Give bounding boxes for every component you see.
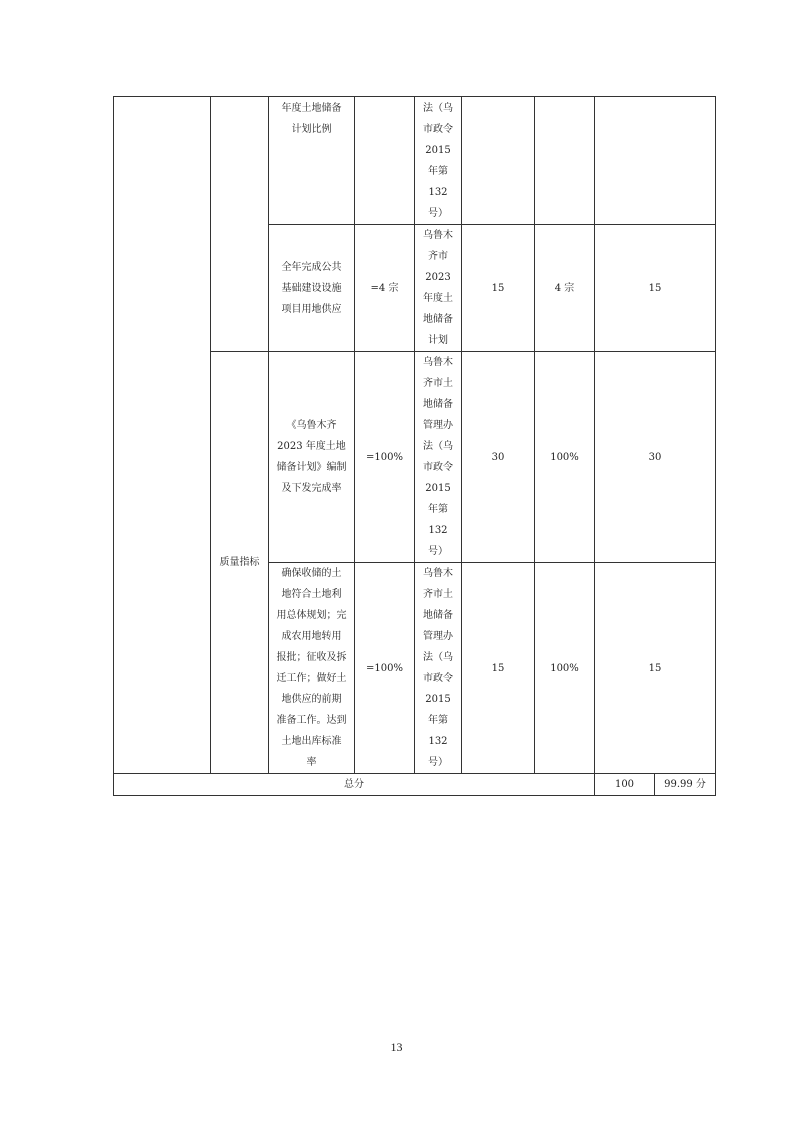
target-cell: =100% bbox=[355, 352, 415, 563]
table-row bbox=[114, 97, 716, 225]
indicator-cell: 年度土地储备 计划比例 bbox=[269, 97, 355, 225]
target-cell: =100% bbox=[355, 563, 415, 774]
actual-cell: 100% bbox=[535, 563, 595, 774]
basis-cell: 乌鲁木 齐市土 地储备 管理办 法（乌 市政令 2015 年第 132 号） bbox=[415, 563, 462, 774]
score-cell bbox=[595, 97, 716, 225]
target-cell bbox=[355, 97, 415, 225]
total-weight-cell: 100 bbox=[595, 774, 655, 796]
weight-cell: 15 bbox=[462, 563, 535, 774]
actual-cell: 100% bbox=[535, 352, 595, 563]
basis-cell: 乌鲁木 齐市土 地储备 管理办 法（乌 市政令 2015 年第 132 号） bbox=[415, 352, 462, 563]
score-cell: 30 bbox=[595, 352, 716, 563]
page-number: 13 bbox=[390, 1040, 403, 1054]
level2-cell bbox=[211, 97, 269, 352]
category-quality-cell: 质量指标 bbox=[211, 352, 269, 774]
indicator-cell: 确保收储的土 地符合土地利 用总体规划；完 成农用地转用 报批；征收及拆 迁工作；做好土 地供应的前期 准备工作。达到 土地出库标准 率 bbox=[269, 563, 355, 774]
target-cell: =4 宗 bbox=[355, 225, 415, 352]
weight-cell: 15 bbox=[462, 225, 535, 352]
total-row bbox=[114, 774, 716, 796]
actual-cell bbox=[535, 97, 595, 225]
basis-cell: 法（乌 市政令 2015 年第 132 号） bbox=[415, 97, 462, 225]
actual-cell: 4 宗 bbox=[535, 225, 595, 352]
weight-cell: 30 bbox=[462, 352, 535, 563]
indicator-cell: 全年完成公共 基础建设设施 项目用地供应 bbox=[269, 225, 355, 352]
level1-cell bbox=[114, 97, 211, 774]
score-cell: 15 bbox=[595, 225, 716, 352]
weight-cell bbox=[462, 97, 535, 225]
total-score-cell: 99.99 分 bbox=[655, 774, 716, 796]
total-label-cell: 总分 bbox=[114, 774, 595, 796]
score-cell: 15 bbox=[595, 563, 716, 774]
performance-table bbox=[113, 96, 716, 796]
basis-cell: 乌鲁木 齐市 2023 年度土 地储备 计划 bbox=[415, 225, 462, 352]
indicator-cell: 《乌鲁木齐 2023 年度土地 储备计划》编制 及下发完成率 bbox=[269, 352, 355, 563]
